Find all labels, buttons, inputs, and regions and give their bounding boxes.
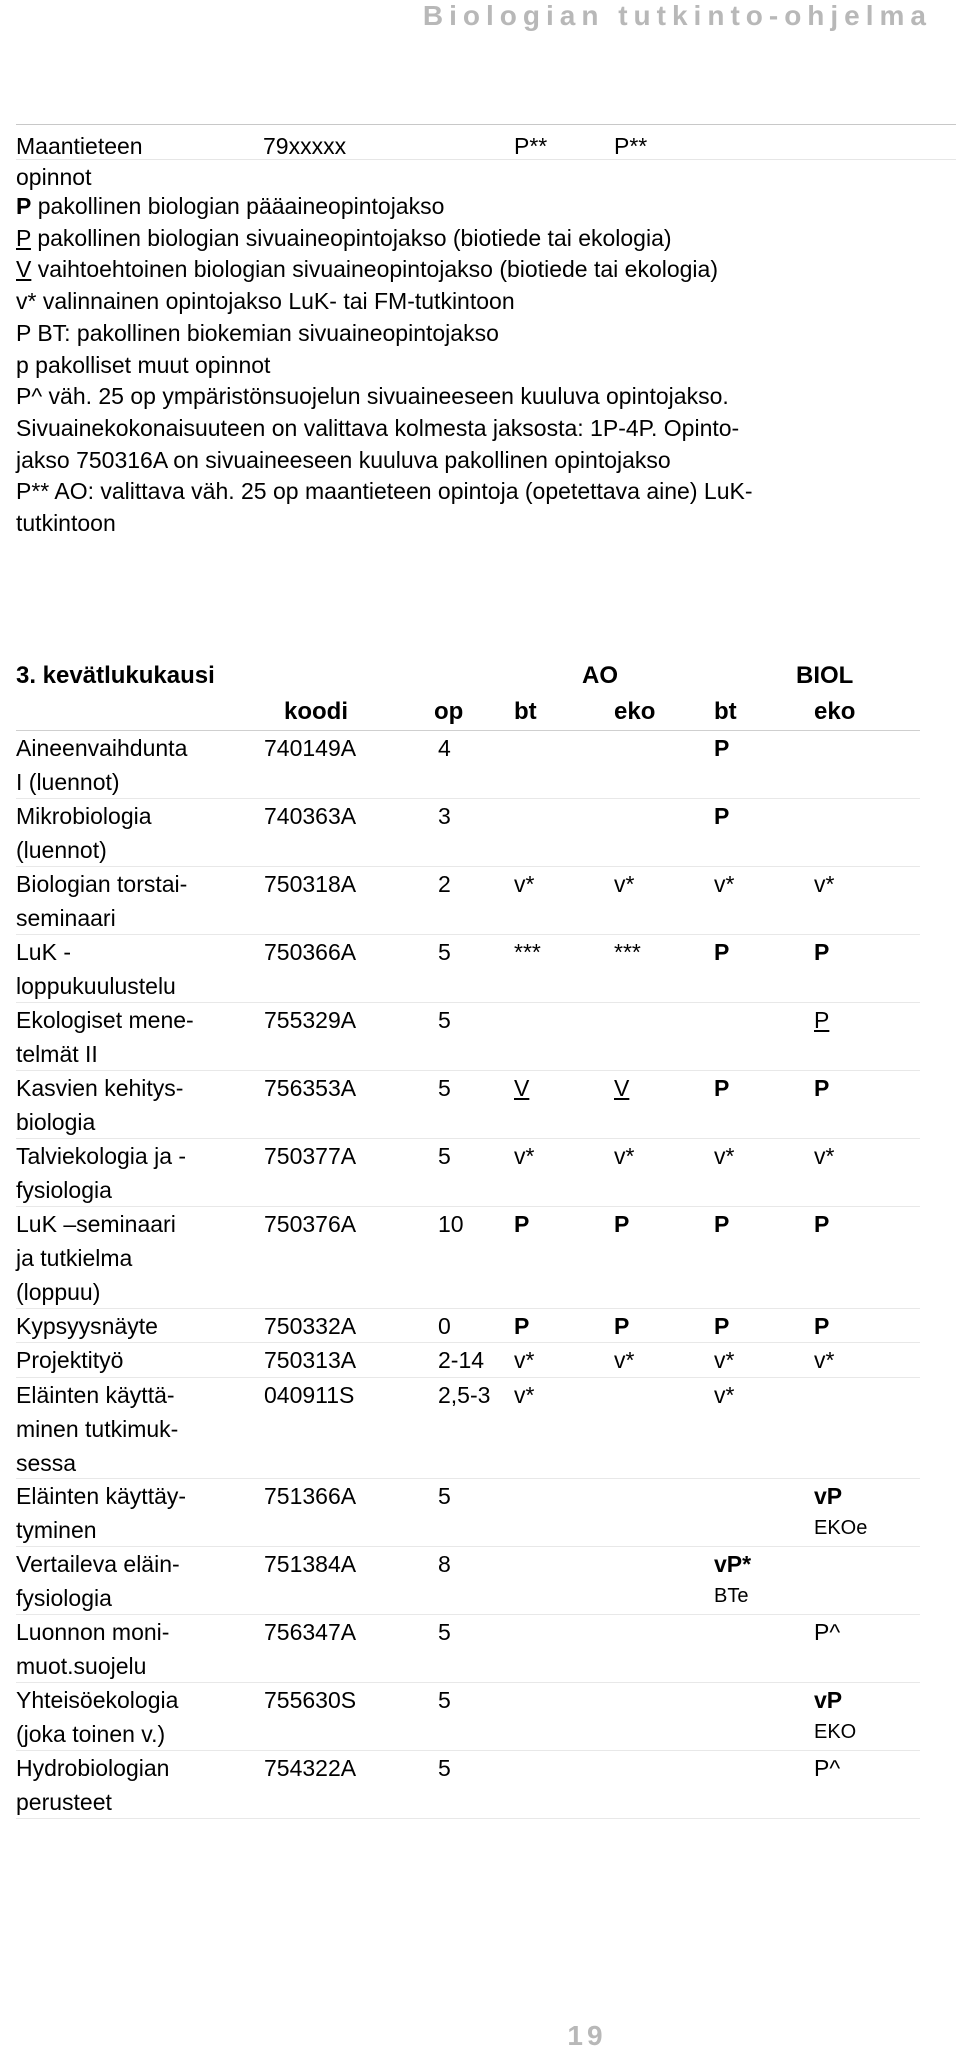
cell-bt-biol-value: v* — [714, 1381, 735, 1408]
course-credits — [438, 1378, 490, 1412]
course-code-value: 750332A — [264, 1312, 357, 1339]
course-code — [264, 1139, 356, 1173]
course-name — [16, 867, 256, 935]
cell-bt-ao — [514, 1207, 529, 1241]
course-name-line: LuK - — [16, 939, 71, 965]
course-code — [264, 1479, 356, 1513]
cell-bt-biol — [714, 1139, 734, 1173]
course-code-value: 750366A — [264, 939, 357, 965]
legend-text: pakollinen biologian sivuaineopintojakso (biotiede tai ekologia) — [30, 224, 672, 251]
legend-text: tutkintoon — [16, 510, 116, 537]
cell-eko-ao — [614, 1139, 634, 1173]
cell-bt-ao-value: V — [514, 1075, 530, 1101]
cell-eko-biol-note: EKO — [814, 1721, 857, 1743]
course-code — [264, 1751, 356, 1785]
cell-eko-ao — [614, 935, 641, 969]
cell-eko-biol — [814, 1071, 829, 1105]
table-row — [16, 1139, 920, 1207]
table-row — [16, 731, 920, 799]
legend-key: p — [16, 351, 29, 378]
course-code-value: 751366A — [264, 1483, 357, 1509]
cell-eko-biol — [814, 1479, 867, 1543]
course-name-line: (joka toinen v.) — [16, 1721, 166, 1747]
course-name — [16, 1683, 256, 1751]
cell-eko-biol — [814, 1139, 834, 1173]
legend-key: P** — [16, 478, 50, 505]
cell-eko-ao-value: v* — [614, 1347, 635, 1373]
course-code — [264, 1378, 354, 1412]
course-credits — [438, 867, 451, 901]
course-code — [264, 1207, 356, 1241]
course-credits — [438, 1615, 451, 1649]
course-name-line: Projektityö — [16, 1347, 124, 1373]
cell-eko-biol-value: v* — [814, 871, 835, 897]
legend-key: P — [16, 224, 31, 251]
course-credits — [438, 1309, 451, 1343]
table-body — [16, 731, 920, 1819]
cell-eko-biol-value: vP — [814, 1687, 843, 1713]
course-name — [16, 1139, 256, 1207]
course-name-line: Hydrobiologian — [16, 1755, 170, 1781]
course-name — [16, 1378, 256, 1480]
course-name-line: Mikrobiologia — [16, 803, 152, 829]
course-name-line: minen tutkimuk- — [16, 1415, 179, 1442]
legend-item — [16, 508, 956, 540]
course-credits-value: 5 — [438, 1483, 451, 1509]
col-eko-ao: eko — [614, 698, 656, 725]
cell-bt-ao-value: P — [514, 1312, 530, 1339]
course-credits-value: 5 — [438, 939, 451, 965]
course-credits-value: 3 — [438, 803, 451, 829]
cell-bt-ao — [514, 1071, 529, 1105]
cell-bt-biol — [714, 799, 729, 833]
course-name-line: fysiologia — [16, 1177, 112, 1203]
course-name-line: perusteet — [16, 1789, 112, 1815]
course-credits — [438, 1003, 451, 1037]
course-name-line: fysiologia — [16, 1585, 112, 1611]
group-biol: BIOL — [796, 662, 854, 689]
cell-bt-ao — [514, 935, 541, 969]
course-name-line: Kypsyysnäyte — [16, 1312, 158, 1339]
course-credits-value: 2-14 — [438, 1347, 485, 1373]
course-name-line: Vertaileva eläin- — [16, 1551, 180, 1577]
course-credits — [438, 935, 451, 969]
cell-eko-biol-value: v* — [814, 1347, 835, 1373]
cell-bt-ao-value: *** — [514, 939, 541, 965]
course-name-line: ja tutkielma — [16, 1245, 133, 1271]
legend-item — [16, 191, 956, 223]
course-credits-value: 0 — [438, 1312, 451, 1339]
table-header-columns — [16, 694, 920, 731]
table-row — [16, 1683, 920, 1751]
course-name-line: telmät II — [16, 1041, 98, 1067]
course-code-value: 755630S — [264, 1687, 357, 1713]
cell-bt-biol-value: v* — [714, 1143, 735, 1169]
course-name-cont: opinnot — [16, 164, 92, 190]
course-credits-value: 5 — [438, 1143, 451, 1169]
legend-item — [16, 254, 956, 286]
cell-eko-ao — [614, 1071, 629, 1105]
cell-eko-ao-value: v* — [614, 1143, 635, 1169]
course-name-line: Aineenvaihdunta — [16, 735, 188, 761]
course-code — [264, 1547, 356, 1581]
course-name — [16, 1071, 256, 1139]
course-code — [264, 731, 356, 765]
legend-text: AO: valittava väh. 25 op maantieteen opintoja (opetettava aine) LuK- — [49, 478, 753, 505]
cell-bt-ao-value: P — [514, 1211, 530, 1237]
cell-bt-biol-value: P — [714, 735, 730, 761]
col-op: op — [434, 698, 464, 725]
course-name — [16, 1547, 256, 1615]
course-name-line: LuK –seminaari — [16, 1211, 176, 1237]
course-name-line: loppukuulustelu — [16, 973, 176, 999]
table-row — [16, 1547, 920, 1615]
course-name-line: biologia — [16, 1109, 96, 1135]
course-credits-value: 5 — [438, 1075, 451, 1101]
section-title: 3. kevätlukukausi — [16, 662, 215, 689]
course-credits — [438, 1683, 451, 1717]
cell-eko-biol — [814, 1309, 829, 1343]
cell-eko-biol — [814, 935, 829, 969]
cell-bt-biol — [714, 867, 734, 901]
course-name — [16, 799, 256, 867]
cell-eko-ao — [614, 1343, 634, 1377]
cell-bt-biol-value: P — [714, 1211, 730, 1237]
cell-bt-biol-value: P — [714, 1312, 730, 1339]
course-name-line: Kasvien kehitys- — [16, 1075, 184, 1101]
legend-item — [16, 381, 956, 413]
course-credits — [438, 1139, 451, 1173]
course-code — [264, 799, 356, 833]
cell-eko-ao-value: v* — [614, 871, 635, 897]
course-credits — [438, 1547, 451, 1581]
course-credits-value: 5 — [438, 1007, 451, 1033]
cell-eko-biol — [814, 1615, 840, 1649]
course-credits — [438, 731, 451, 765]
legend-item — [16, 445, 956, 477]
table-row — [16, 1751, 920, 1819]
course-name — [16, 731, 256, 799]
course-name — [16, 1003, 256, 1071]
course-name — [16, 935, 256, 1003]
course-name-line: Talviekologia ja - — [16, 1143, 187, 1169]
cell-bt-ao — [514, 1378, 534, 1412]
course-name — [16, 1309, 256, 1343]
cell-eko-ao-value: P — [614, 1211, 630, 1237]
col-koodi: koodi — [284, 698, 348, 725]
course-code-value: 756347A — [264, 1619, 357, 1645]
course-code-value: 750313A — [264, 1347, 357, 1373]
col-eko-biol: eko — [814, 698, 856, 725]
course-code — [264, 1309, 356, 1343]
course-credits-value: 10 — [438, 1211, 464, 1237]
legend-item — [16, 476, 956, 508]
course-code-value: 740149A — [264, 735, 357, 761]
cell-eko-biol — [814, 1751, 840, 1785]
course-credits-value: 2,5-3 — [438, 1381, 491, 1408]
course-credits — [438, 799, 451, 833]
cell-bt-biol-note: BTe — [714, 1585, 749, 1607]
course-credits — [438, 1207, 464, 1241]
legend-key: P^ — [16, 383, 43, 410]
cell-eko-biol — [814, 1343, 834, 1377]
course-name-line: Eläinten käyttä- — [16, 1381, 175, 1408]
legend-item — [16, 413, 956, 445]
course-code — [264, 867, 356, 901]
course-credits-value: 8 — [438, 1551, 451, 1577]
cell-bt-biol — [714, 935, 729, 969]
legend-item — [16, 350, 956, 382]
table-row — [16, 1309, 920, 1344]
top-table — [16, 124, 956, 194]
course-name-line: muot.suojelu — [16, 1653, 147, 1679]
cell-eko-biol-note: EKOe — [814, 1517, 868, 1539]
cell-eko-biol-value: vP — [814, 1483, 843, 1509]
course-credits-value: 2 — [438, 871, 451, 897]
legend-text: pakollinen biokemian sivuaineopintojakso — [70, 319, 499, 346]
cell-eko-ao-value: *** — [614, 939, 641, 965]
cell-bt-biol — [714, 1309, 729, 1343]
cell-bt-ao-value: v* — [514, 871, 535, 897]
cell-bt-biol-value: v* — [714, 1347, 735, 1373]
course-credits — [438, 1751, 451, 1785]
course-name-line: (loppuu) — [16, 1279, 101, 1305]
table-row — [16, 1343, 920, 1378]
course-bt: P** — [514, 133, 548, 159]
legend-text: väh. 25 op ympäristönsuojelun sivuaineeseen kuuluva opintojakso. — [42, 383, 729, 410]
cell-bt-ao — [514, 1309, 529, 1343]
course-code-value: 750318A — [264, 871, 357, 897]
course-name — [16, 1479, 256, 1547]
table-row — [16, 1071, 920, 1139]
course-eko: P** — [614, 133, 648, 159]
cell-eko-biol-value: P^ — [814, 1755, 841, 1781]
table-row — [16, 867, 920, 935]
cell-eko-biol-value: P — [814, 1211, 830, 1237]
course-code-value: 756353A — [264, 1075, 357, 1101]
course-code — [264, 1615, 356, 1649]
course-name-line: Eläinten käyttäy- — [16, 1483, 187, 1509]
group-ao: AO — [582, 662, 618, 689]
table-row — [16, 1479, 920, 1547]
cell-eko-ao — [614, 1207, 629, 1241]
course-code-value: 040911S — [264, 1381, 355, 1408]
course-credits-value: 4 — [438, 735, 451, 761]
course-credits — [438, 1071, 451, 1105]
course-name-line: tyminen — [16, 1517, 97, 1543]
course-name — [16, 1207, 256, 1309]
course-credits — [438, 1479, 451, 1513]
legend-text: pakolliset muut opinnot — [28, 351, 271, 378]
cell-bt-ao — [514, 1343, 534, 1377]
cell-bt-biol — [714, 1071, 729, 1105]
legend — [16, 191, 956, 540]
course-name-line: Yhteisöekologia — [16, 1687, 179, 1713]
cell-eko-biol — [814, 1683, 856, 1747]
cell-eko-ao — [614, 1309, 629, 1343]
table-row — [16, 935, 920, 1003]
cell-bt-biol-value: P — [714, 1075, 730, 1101]
table-row — [16, 1207, 920, 1309]
cell-eko-ao — [614, 867, 634, 901]
legend-key: v* — [16, 288, 37, 315]
course-credits — [438, 1343, 484, 1377]
running-header: Biologian tutkinto-ohjelma — [422, 0, 932, 31]
col-bt-ao: bt — [514, 698, 537, 725]
course-code-value: 754322A — [264, 1755, 357, 1781]
cell-eko-biol-value: P — [814, 1312, 830, 1339]
course-name-line: Luonnon moni- — [16, 1619, 170, 1645]
cell-bt-biol — [714, 1343, 734, 1377]
course-code-value: 755329A — [264, 1007, 357, 1033]
cell-bt-biol — [714, 1378, 734, 1412]
course-code-value: 750377A — [264, 1143, 357, 1169]
cell-bt-biol — [714, 1547, 751, 1611]
col-bt-biol: bt — [714, 698, 737, 725]
cell-bt-ao-value: v* — [514, 1143, 535, 1169]
cell-bt-ao-value: v* — [514, 1381, 535, 1408]
course-code-value: 750376A — [264, 1211, 357, 1237]
course-table — [16, 658, 920, 1819]
course-name — [16, 1751, 256, 1819]
course-name: Maantieteen — [16, 133, 143, 159]
course-name-line: seminaari — [16, 905, 116, 931]
cell-eko-biol — [814, 1207, 829, 1241]
cell-bt-biol-value: P — [714, 803, 730, 829]
legend-text: valinnainen opintojakso LuK- tai FM-tutkintoon — [36, 288, 515, 315]
course-code — [264, 1683, 356, 1717]
cell-bt-ao — [514, 867, 534, 901]
cell-bt-ao-value: v* — [514, 1347, 535, 1373]
course-code — [264, 1071, 356, 1105]
legend-text: vaihtoehtoinen biologian sivuaineopintojakso (biotiede tai ekologia) — [31, 256, 718, 283]
course-code — [264, 935, 356, 969]
table-row — [16, 1003, 920, 1071]
table-row — [16, 125, 956, 160]
table-row — [16, 1378, 920, 1480]
course-code — [264, 1343, 356, 1377]
course-credits-value: 5 — [438, 1687, 451, 1713]
cell-eko-ao-value: V — [614, 1075, 630, 1101]
cell-eko-biol-value: P — [814, 939, 830, 965]
course-credits-value: 5 — [438, 1619, 451, 1645]
course-name-line: Biologian torstai- — [16, 871, 188, 897]
cell-bt-ao — [514, 1139, 534, 1173]
course-name-line: sessa — [16, 1449, 77, 1476]
cell-bt-biol-value: P — [714, 939, 730, 965]
course-name — [16, 1343, 256, 1377]
table-row — [16, 1615, 920, 1683]
course-code: 79xxxxx — [263, 133, 347, 159]
cell-eko-biol-value: v* — [814, 1143, 835, 1169]
cell-eko-biol-value: P — [814, 1075, 830, 1101]
course-name-line: I (luennot) — [16, 769, 120, 795]
page-number: 19 — [567, 2020, 607, 2051]
legend-item — [16, 286, 956, 318]
cell-eko-biol — [814, 1003, 829, 1037]
legend-text: jakso 750316A on sivuaineeseen kuuluva pakollinen opintojakso — [16, 446, 671, 473]
course-name-line: (luennot) — [16, 837, 107, 863]
course-name — [16, 1615, 256, 1683]
legend-item — [16, 318, 956, 350]
legend-key: P — [16, 193, 32, 219]
cell-bt-biol-value: vP* — [714, 1551, 752, 1577]
cell-eko-biol-value: P — [814, 1007, 830, 1033]
legend-text: pakollinen biologian pääaineopintojakso — [31, 193, 445, 219]
legend-key: V — [16, 256, 32, 283]
legend-text: Sivuainekokonaisuuteen on valittava kolmesta jaksosta: 1P-4P. Opinto- — [16, 414, 740, 441]
cell-bt-biol — [714, 731, 729, 765]
cell-bt-biol-value: v* — [714, 871, 735, 897]
table-row — [16, 799, 920, 867]
cell-eko-biol-value: P^ — [814, 1619, 841, 1645]
cell-eko-ao-value: P — [614, 1312, 630, 1339]
legend-key: P BT: — [16, 319, 71, 346]
legend-item — [16, 223, 956, 255]
course-name-line: Ekologiset mene- — [16, 1007, 194, 1033]
cell-bt-biol — [714, 1207, 729, 1241]
course-credits-value: 5 — [438, 1755, 451, 1781]
table-header-groups — [16, 658, 920, 694]
cell-eko-biol — [814, 867, 834, 901]
course-code — [264, 1003, 356, 1037]
course-code-value: 751384A — [264, 1551, 357, 1577]
course-code-value: 740363A — [264, 803, 357, 829]
